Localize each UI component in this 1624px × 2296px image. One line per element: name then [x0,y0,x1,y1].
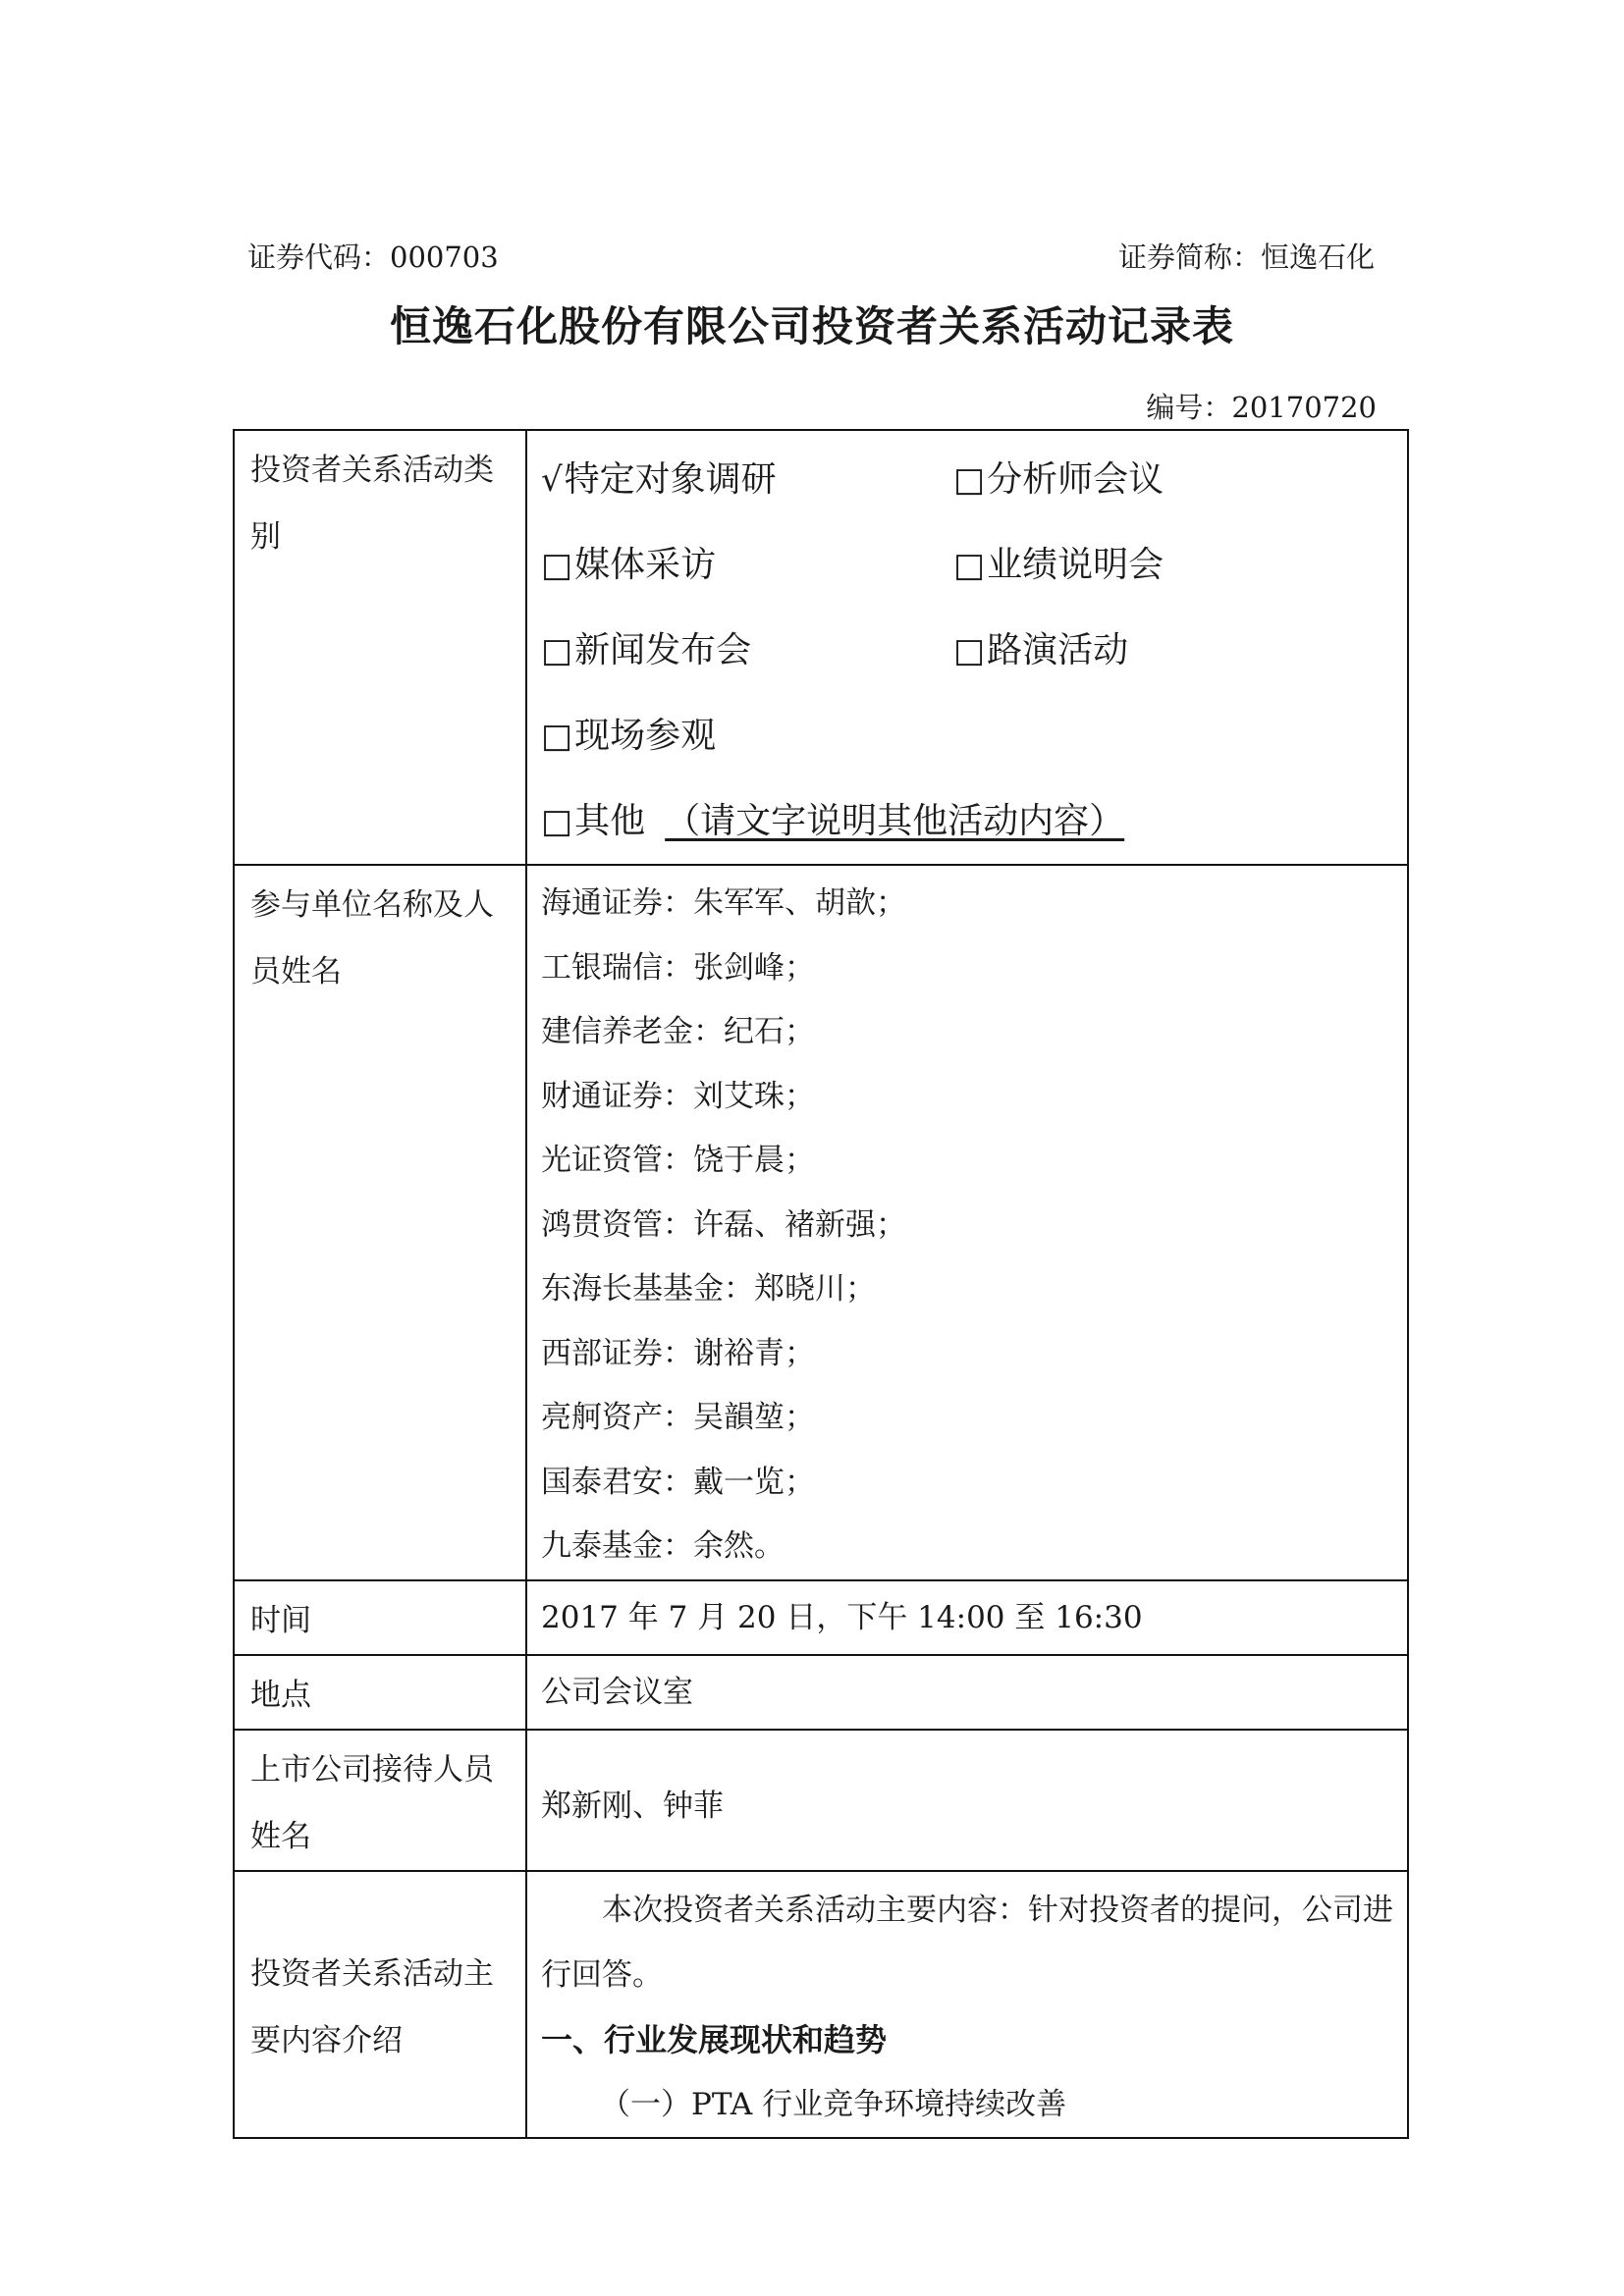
participant-entry: 光证资管：饶于晨； [541,1143,815,1178]
checkbox-icon: □ [541,546,573,585]
option-press-conference[interactable]: □新闻发布会 [541,608,953,693]
checkmark-icon: √ [541,460,563,500]
option-site-visit[interactable]: □现场参观 [541,693,953,778]
row-participants [234,865,1408,1580]
option-earnings-briefing[interactable]: □业绩说明会 [953,522,1366,608]
checkbox-icon: □ [953,631,986,670]
option-analyst-meeting[interactable]: □分析师会议 [953,437,1366,522]
content-intro [526,1871,1408,2138]
row-reception [234,1730,1408,1871]
participant-entry: 海通证券：朱军军、胡歆； [541,885,906,921]
participant-entry: 工银瑞信：张剑峰； [541,949,815,986]
subsection-heading: （一）PTA 行业竞争环境持续改善 [600,2086,1067,2122]
category-options [526,430,1408,865]
participant-entry: 鸿贯资管：许磊、褚新强； [541,1206,906,1243]
participant-entry: 东海长基基金：郑晓川； [541,1271,876,1307]
participants-list [526,865,1408,1580]
row-content [234,1871,1408,2138]
participant-entry: 西部证券：谢裕青； [541,1335,815,1371]
participant-entry: 财通证券：刘艾珠； [541,1078,815,1114]
document-title: 恒逸石化股份有限公司投资者关系活动记录表 [389,302,1234,350]
record-number: 编号：20170720 [1146,391,1377,424]
row-location [234,1655,1408,1730]
participant-entry: 建信养老金：纪石； [541,1014,815,1049]
location-value: 公司会议室 [526,1655,1408,1730]
checkbox-icon: □ [953,546,986,585]
row-time [234,1580,1408,1655]
row-category [234,430,1408,865]
option-specific-research[interactable]: √特定对象调研 [541,437,953,522]
location-label: 地点 [234,1655,526,1730]
record-table [233,429,1409,2139]
stock-code: 证券代码：000703 [247,240,499,274]
content-label: 投资者关系活动主要内容介绍 [234,1871,526,2138]
option-roadshow[interactable]: □路演活动 [953,608,1366,693]
reception-label: 上市公司接待人员姓名 [234,1730,526,1871]
document-header [247,236,1375,275]
other-description: （请文字说明其他活动内容） [665,801,1125,841]
section-heading: 一、行业发展现状和趋势 [541,2020,888,2058]
stock-name: 证券简称：恒逸石化 [1117,240,1375,274]
option-media-interview[interactable]: □媒体采访 [541,522,953,608]
reception-value: 郑新刚、钟菲 [526,1730,1408,1871]
intro-paragraph: 本次投资者关系活动主要内容：针对投资者的提问，公司进行回答。 [541,1892,1393,1993]
participant-entry: 九泰基金：余然。 [541,1528,785,1564]
participants-label: 参与单位名称及人员姓名 [234,865,526,1580]
participant-entry: 国泰君安：戴一览； [541,1464,815,1500]
participant-entry: 亮舸资产：吴韻堃； [541,1400,815,1435]
checkbox-icon: □ [953,460,986,500]
checkbox-icon: □ [541,717,573,756]
checkbox-icon: □ [541,631,573,670]
time-value: 2017 年 7 月 20 日，下午 14:00 至 16:30 [526,1580,1408,1655]
checkbox-icon: □ [541,802,573,841]
category-label: 投资者关系活动类别 [234,430,526,865]
time-label: 时间 [234,1580,526,1655]
option-other[interactable]: □其他 （请文字说明其他活动内容） [541,778,1393,864]
